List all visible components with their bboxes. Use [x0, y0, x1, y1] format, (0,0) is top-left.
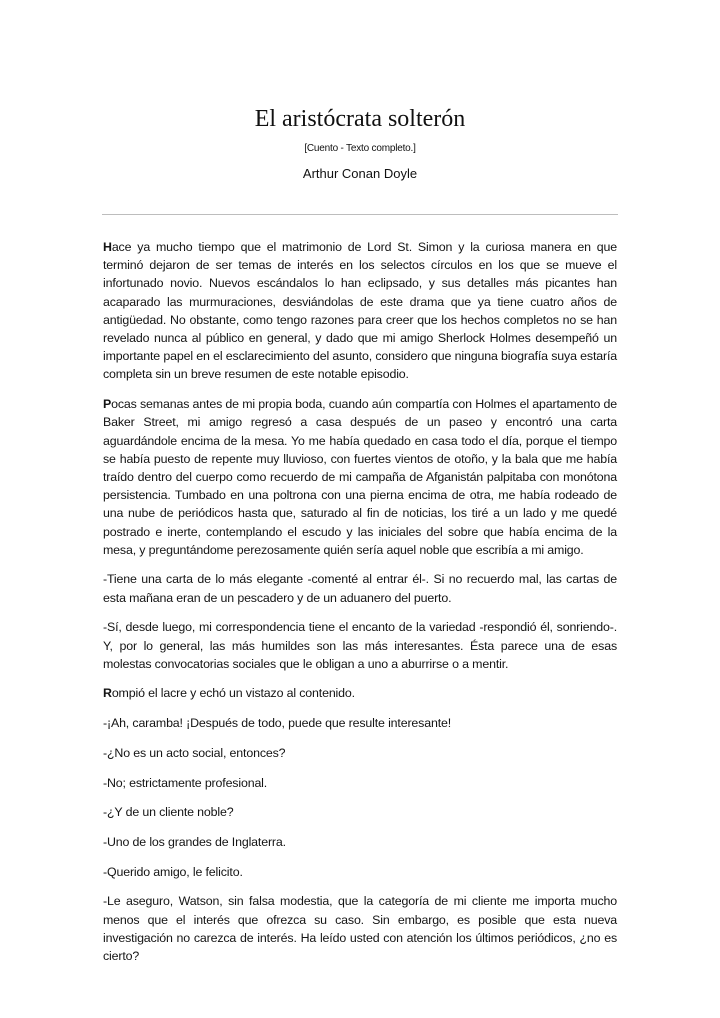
- paragraph-text: -¡Ah, caramba! ¡Después de todo, puede que resulte interesante!: [103, 716, 452, 731]
- paragraph-text: -¿No es un acto social, entonces?: [103, 745, 286, 760]
- paragraph-7: [103, 744, 617, 762]
- document-author: Arthur Conan Doyle: [302, 166, 418, 181]
- paragraph-text: ocas semanas antes de mi propia boda, cuando aún compartía con Holmes el apartamento de Baker Street, mi amigo regresó a casa después de un paseo y encontró una carta aguardándole encima de la mesa. Yo me había quedado en casa todo el día, porque el tiempo se había puesto de repente muy lluvioso, con fuertes vientos de otoño, y la bala que me había traído dentro del cuerpo como recuerdo de mi campaña de Afganistán palpitaba con monótona persistencia. Tumbado en una poltrona con una pierna encima de otra, me había rodeado de una nube de periódicos hasta que, saturado al fin de noticias, los tiré a un lado y me quedé postrado e inerte, contemplando el escudo y las iniciales del sobre que había encima de la mesa, y preguntándome perezosamente quién sería aquel noble que escribía a mi amigo.: [103, 397, 617, 557]
- paragraph-initial: H: [103, 240, 112, 254]
- paragraph-2: [103, 395, 617, 559]
- paragraph-11: [103, 863, 617, 881]
- paragraph-9: [103, 803, 617, 821]
- paragraph-initial: R: [103, 686, 112, 701]
- paragraph-6: [103, 714, 617, 732]
- paragraph-3: [103, 570, 617, 606]
- document-subtitle: [Cuento - Texto completo.]: [304, 143, 416, 154]
- paragraph-text: -Querido amigo, le felicito.: [103, 864, 243, 879]
- paragraph-initial: P: [103, 397, 112, 412]
- paragraph-text: -Le aseguro, Watson, sin falsa modestia, que la categoría de mi cliente me importa mucho menos que el interés que ofrezca su caso. Sin embargo, es posible que esta nueva investigación no carezca de interés. Ha leído usted con atención los últimos periódicos, ¿no es cierto?: [103, 894, 617, 963]
- paragraph-text: -Uno de los grandes de Inglaterra.: [103, 834, 286, 849]
- paragraph-12: [103, 892, 617, 965]
- paragraph-text: -Tiene una carta de lo más elegante -comenté al entrar él-. Si no recuerdo mal, las cartas de esta mañana eran de un pescadero y de un aduanero del puerto.: [103, 572, 617, 605]
- paragraph-8: [103, 774, 617, 792]
- story-body: [103, 238, 617, 977]
- paragraph-text: -¿Y de un cliente noble?: [103, 805, 234, 820]
- paragraph-text: -Sí, desde luego, mi correspondencia tiene el encanto de la variedad -respondió él, sonriendo-. Y, por lo general, las más humildes son las más interesantes. Ésta parece una de esas molestas convocatorias sociales que le obligan a uno a aburrirse o a mentir.: [103, 620, 617, 671]
- paragraph-text: ace ya mucho tiempo que el matrimonio de Lord St. Simon y la curiosa manera en que terminó dejaron de ser temas de interés en los selectos círculos en los que se mueve el infortunado novio. Nuevos escándalos lo han eclipsado, y sus detalles más picantes han acaparado las murmuraciones, desviándolas de este drama que ya tiene cuatro años de antigüedad. No obstante, como tengo razones para creer que los hechos completos no se han revelado nunca al público en general, y dado que mi amigo Sherlock Holmes desempeñó un importante papel en el esclarecimiento del asunto, considero que ninguna biografía suya estaría completa sin un breve resumen de este notable episodio.: [103, 240, 617, 382]
- paragraph-text: ompió el lacre y echó un vistazo al contenido.: [111, 686, 355, 701]
- paragraph-text: -No; estrictamente profesional.: [103, 775, 268, 790]
- paragraph-5: [103, 684, 617, 702]
- paragraph-10: [103, 833, 617, 851]
- paragraph-1: [103, 238, 617, 384]
- paragraph-4: [103, 618, 617, 673]
- document-title: El aristócrata solterón: [254, 106, 466, 132]
- title-divider: [102, 214, 618, 215]
